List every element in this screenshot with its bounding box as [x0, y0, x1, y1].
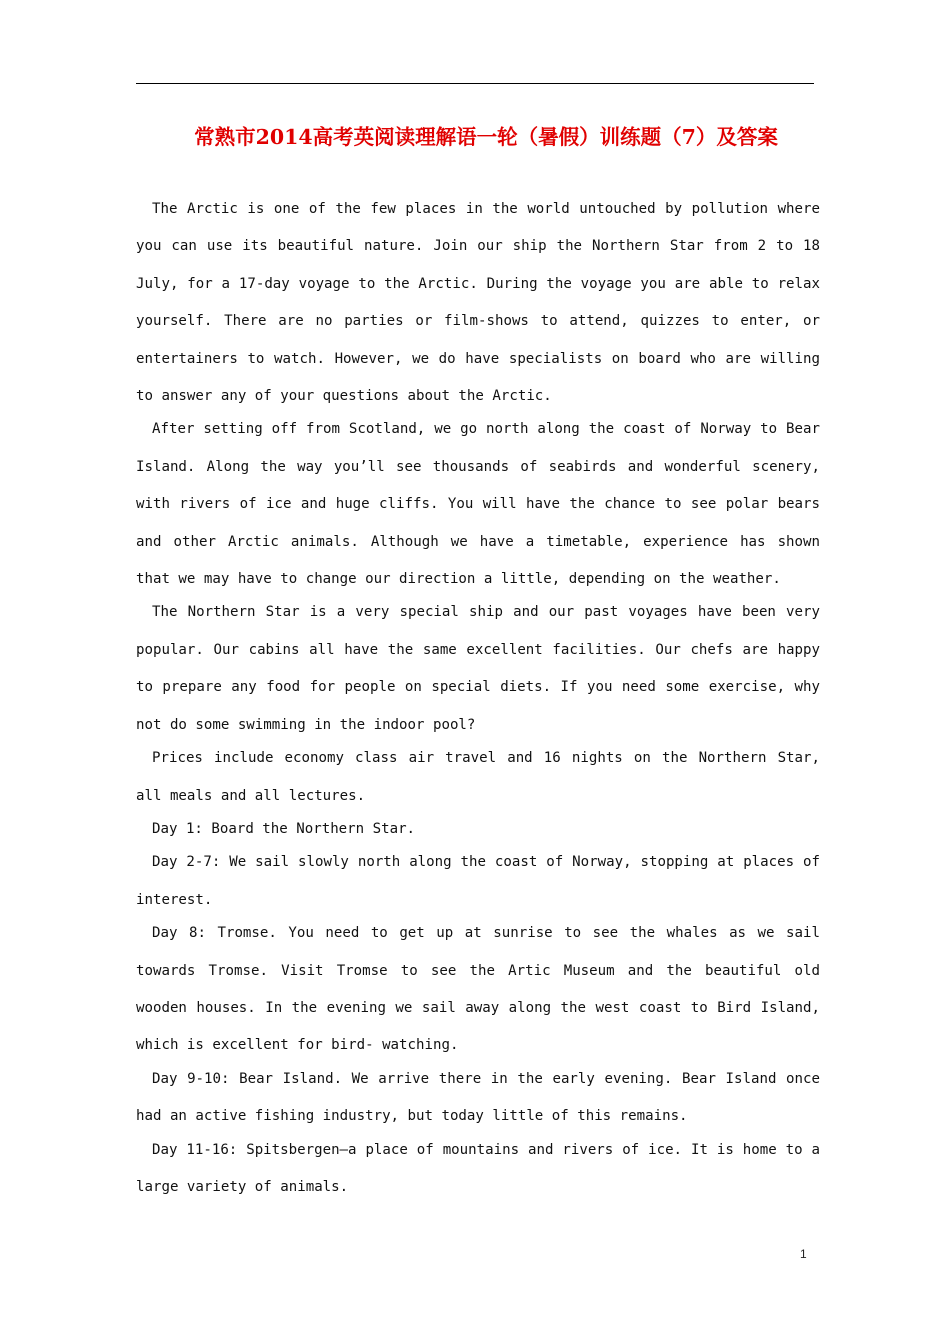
- itinerary-day-9-10: Day 9-10: Bear Island. We arrive there in the early evening. Bear Island once had an active fishing industry, but today little of this remains.: [136, 1070, 820, 1125]
- itinerary-day-8: Day 8: Tromse. You need to get up at sunrise to see the whales as we sail towards Tromse. Visit Tromse to see the Artic Museum and the beautiful old wooden houses. In the evening we sail away along the west coast to Bird Island, which is excellent for bird- watching.: [136, 925, 820, 1054]
- paragraph-route: After setting off from Scotland, we go north along the coast of Norway to Bear Island. Along the way you’ll see thousands of seabirds and wonderful scenery, with rivers of ice and huge cliffs. You will have the chance to see polar bears and other Arctic animals. Although we have a timetable, experience has shown that we may have to change our direction a little, depending on the weather.: [136, 421, 820, 588]
- paragraph-intro: The Arctic is one of the few places in the world untouched by pollution where you can use its beautiful nature. Join our ship the Northern Star from 2 to 18 July, for a 17-day voyage to the Arctic. During the voyage you are able to relax yourself. There are no parties or film-shows to attend, quizzes to enter, or entertainers to watch. However, we do have specialists on board who are willing to answer any of your questions about the Arctic.: [136, 201, 820, 405]
- article-body: [136, 191, 820, 1202]
- paragraph-prices: Prices include economy class air travel and 16 nights on the Northern Star, all meals and all lectures.: [136, 750, 820, 804]
- itinerary-day-1: Day 1: Board the Northern Star.: [152, 820, 416, 837]
- page-title: 常熟市2014高考英阅读理解语一轮（暑假）训练题（7）及答案: [194, 125, 778, 149]
- header-rule: [136, 83, 814, 84]
- itinerary-day-2-7: Day 2-7: We sail slowly north along the coast of Norway, stopping at places of interest.: [136, 854, 820, 908]
- itinerary-day-11-16: Day 11-16: Spitsbergen—a place of mountains and rivers of ice. It is home to a large variety of animals.: [136, 1141, 820, 1195]
- paragraph-ship: The Northern Star is a very special ship and our past voyages have been very popular. Our cabins all have the same excellent facilities. Our chefs are happy to prepare any food for people on special diets. If you need some exercise, why not do some swimming in the indoor pool?: [136, 604, 820, 733]
- page-number: 1: [800, 1247, 807, 1261]
